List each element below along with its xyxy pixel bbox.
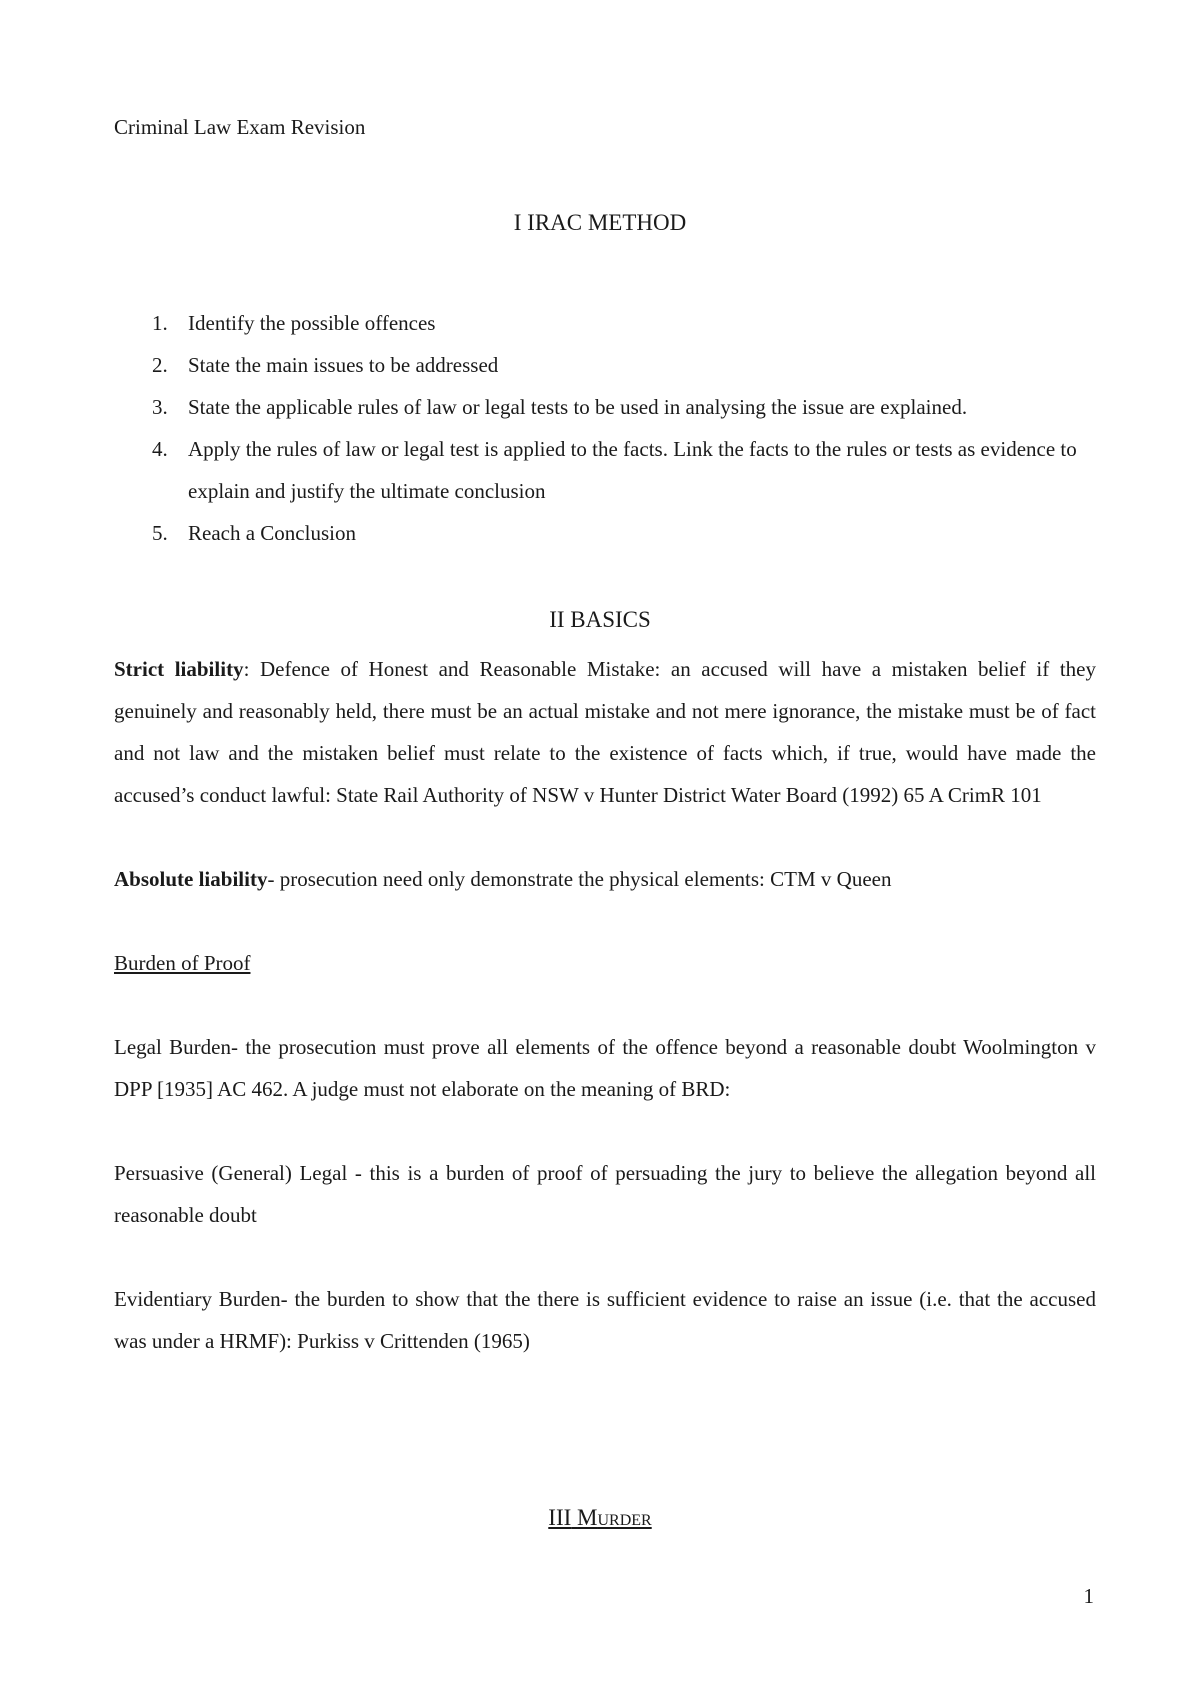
murder-heading-prefix: III — [548, 1505, 572, 1530]
strict-liability-paragraph — [114, 648, 1096, 816]
irac-steps-list — [114, 302, 1096, 554]
list-item-number: 3. — [152, 395, 168, 419]
list-item — [114, 302, 1096, 344]
murder-heading-rest: urder — [597, 1505, 652, 1530]
evidentiary-burden-paragraph: Evidentiary Burden- the burden to show that the there is sufficient evidence to raise an issue (i.e. that the accused was under a HRMF): Purkiss v Crittenden (1965) — [114, 1287, 1096, 1353]
section-heading-irac: I IRAC METHOD — [513, 210, 687, 235]
absolute-liability-text: - prosecution need only demonstrate the physical elements: CTM v Queen — [267, 867, 892, 891]
burden-of-proof-title: Burden of Proof — [114, 951, 251, 975]
list-item — [114, 512, 1096, 554]
page-number: 1 — [1083, 1584, 1094, 1608]
list-item-number: 2. — [152, 353, 168, 377]
list-item-number: 5. — [152, 521, 168, 545]
burden-of-proof-heading — [114, 942, 1096, 984]
list-item-text: Identify the possible offences — [188, 311, 436, 335]
list-item-number: 4. — [152, 437, 168, 461]
absolute-liability-label: Absolute liability — [114, 867, 268, 891]
list-item — [114, 344, 1096, 386]
absolute-liability-paragraph — [114, 858, 1096, 900]
legal-burden-paragraph: Legal Burden- the prosecution must prove all elements of the offence beyond a reasonable doubt Woolmington v DPP [1935] AC 462. A judge must not elaborate on the meaning of BRD: — [114, 1035, 1096, 1101]
strict-liability-label: Strict liability — [114, 657, 244, 681]
list-item — [114, 386, 1096, 428]
section-heading-basics: II BASICS — [549, 607, 651, 632]
list-item-text: State the applicable rules of law or legal tests to be used in analysing the issue are explained. — [188, 395, 968, 419]
list-item-text: State the main issues to be addressed — [188, 353, 499, 377]
strict-liability-text: : Defence of Honest and Reasonable Mistake: an accused will have a mistaken belief if they genuinely and reasonably held, there must be an actual mistake and not mere ignorance, the mistake must be of fact and not law and the mistaken belief must relate to the existence of facts which, if true, would have made the accused’s conduct lawful: State Rail Authority of NSW v Hunter District Water Board (1992) 65 A CrimR 101 — [114, 657, 1096, 807]
section-heading-murder — [0, 1505, 1200, 1531]
document-title: Criminal Law Exam Revision — [114, 115, 366, 139]
list-item-number: 1. — [152, 311, 168, 335]
basics-section-body — [114, 648, 1096, 1362]
persuasive-burden-paragraph: Persuasive (General) Legal - this is a burden of proof of persuading the jury to believe the allegation beyond all reasonable doubt — [114, 1161, 1096, 1227]
list-item — [114, 428, 1096, 512]
list-item-text: Apply the rules of law or legal test is applied to the facts. Link the facts to the rules or tests as evidence to explain and justify the ultimate conclusion — [188, 437, 1077, 503]
list-item-text: Reach a Conclusion — [188, 521, 356, 545]
murder-heading-initial: M — [577, 1505, 598, 1530]
